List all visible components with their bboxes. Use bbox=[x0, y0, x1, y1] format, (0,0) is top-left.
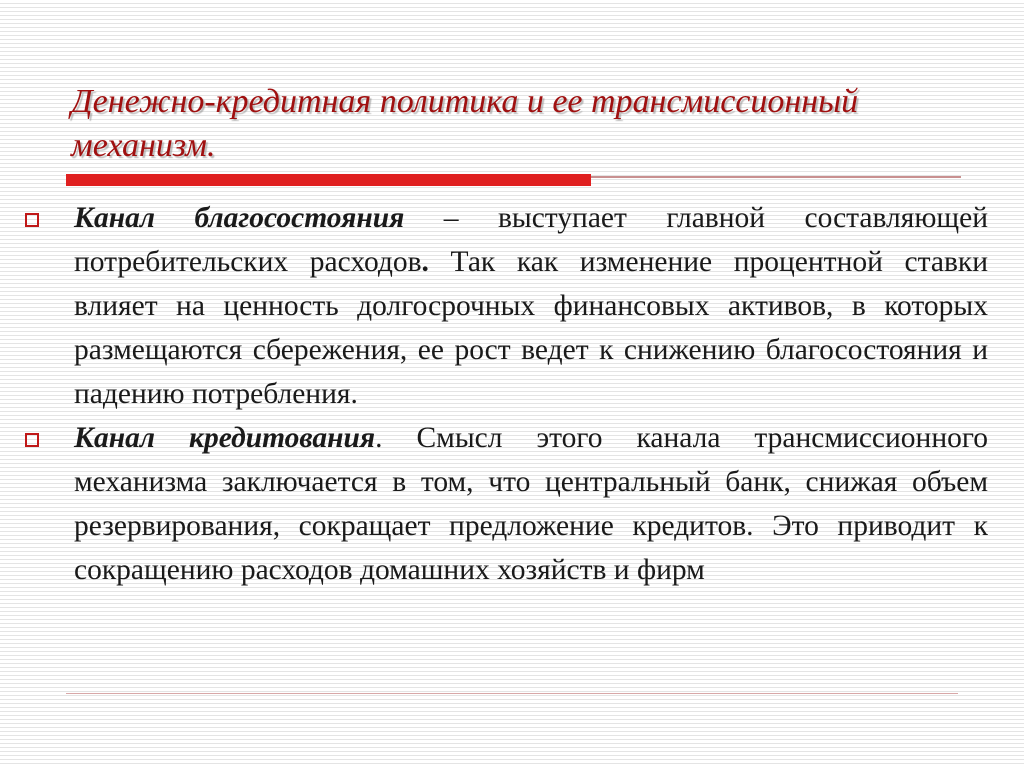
hollow-square-bullet-icon bbox=[25, 433, 39, 447]
bullet-term: Канал кредитования bbox=[74, 422, 376, 454]
bullet-credit-channel bbox=[22, 416, 988, 592]
bullet-list bbox=[22, 196, 988, 592]
hollow-square-bullet-icon bbox=[25, 213, 39, 227]
footer-divider bbox=[66, 693, 958, 694]
title-underline-thin bbox=[591, 176, 961, 178]
bullet-text: – выступает главной составляющей потребительских расходов bbox=[74, 202, 988, 278]
slide-title: Денежно-кредитная политика и ее трансмиссионный механизм. bbox=[71, 83, 859, 164]
bullet-text-continued: Так как изменение процентной ставки влияет на ценность долгосрочных финансовых активов, в которых размещаются сбережения, ее рост ведет к снижению благосостояния и падению потребления. bbox=[74, 246, 988, 410]
bullet-emphasis-dot: . bbox=[421, 246, 429, 278]
bullet-term: Канал благосостояния bbox=[74, 202, 405, 234]
title-underline-thick bbox=[66, 174, 591, 186]
bullet-text: . Смысл этого канала трансмиссионного механизма заключается в том, что центральный банк, снижая объем резервирования, сокращает предложение кредитов. Это приводит к сокращению расходов домашних хозяйств и фирм bbox=[74, 422, 988, 586]
bullet-wealth-channel bbox=[22, 196, 988, 416]
